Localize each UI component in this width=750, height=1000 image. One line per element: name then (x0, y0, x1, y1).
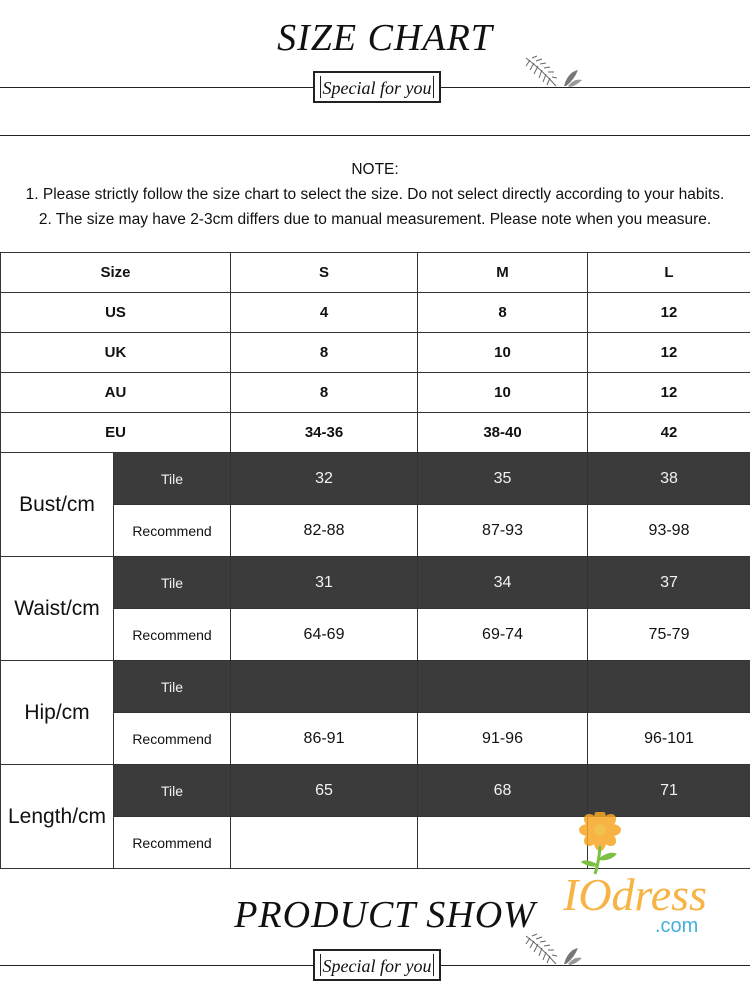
table-header-row (1, 253, 750, 293)
waist-recommend-row (1, 609, 750, 661)
table-cell: 86-91 (231, 713, 418, 765)
region-label: UK (1, 333, 231, 373)
product-show-title: PRODUCT SHOW (234, 894, 536, 936)
logo-brand: IOdress (563, 869, 707, 920)
table-cell: 65 (231, 765, 418, 817)
measurement-label: Length/cm (1, 765, 114, 869)
section-divider (0, 135, 750, 136)
feather-icon (520, 52, 584, 92)
size-l-header: L (588, 253, 750, 293)
table-cell: 96-101 (588, 713, 750, 765)
note-heading: NOTE: (351, 161, 399, 178)
length-tile-row (1, 765, 750, 817)
measurement-label: Waist/cm (1, 557, 114, 661)
table-row-us (1, 293, 750, 333)
bust-recommend-row (1, 505, 750, 557)
table-row-au (1, 373, 750, 413)
measurement-label: Hip/cm (1, 661, 114, 765)
table-cell: 12 (588, 293, 750, 333)
hip-tile-row (1, 661, 750, 713)
table-cell: 37 (588, 557, 750, 609)
region-label: AU (1, 373, 231, 413)
page-title: SIZE CHART (277, 17, 493, 59)
table-cell: 93-98 (588, 505, 750, 557)
table-cell: 91-96 (418, 713, 588, 765)
table-cell: 12 (588, 333, 750, 373)
table-cell: 8 (418, 293, 588, 333)
table-cell: 32 (231, 453, 418, 505)
size-s-header: S (231, 253, 418, 293)
recommend-label: Recommend (114, 609, 231, 661)
tile-label: Tile (114, 765, 231, 817)
measurement-label: Bust/cm (1, 453, 114, 557)
table-cell (418, 661, 588, 713)
recommend-label: Recommend (114, 505, 231, 557)
table-cell: 10 (418, 333, 588, 373)
size-header-cell: Size (1, 253, 231, 293)
note-line-1: 1. Please strictly follow the size chart to select the size. Do not select directly according to your habits. (25, 186, 725, 203)
size-m-header: M (418, 253, 588, 293)
table-cell: 64-69 (231, 609, 418, 661)
table-cell: 12 (588, 373, 750, 413)
table-cell: 75-79 (588, 609, 750, 661)
flower-icon (579, 812, 621, 874)
waist-tile-row (1, 557, 750, 609)
feather-icon (520, 930, 584, 970)
table-cell: 35 (418, 453, 588, 505)
table-cell (588, 661, 750, 713)
special-badge-footer: Special for you (313, 949, 441, 981)
recommend-label: Recommend (114, 817, 231, 869)
table-cell: 42 (588, 413, 750, 453)
table-cell: 31 (231, 557, 418, 609)
tile-label: Tile (114, 661, 231, 713)
table-row-uk (1, 333, 750, 373)
logo-domain: .com (655, 915, 699, 937)
table-cell: 8 (231, 373, 418, 413)
table-cell: 38-40 (418, 413, 588, 453)
table-cell: 34-36 (231, 413, 418, 453)
table-cell (231, 817, 418, 869)
bust-tile-row (1, 453, 750, 505)
table-cell: 68 (418, 765, 588, 817)
table-cell: 4 (231, 293, 418, 333)
tile-label: Tile (114, 557, 231, 609)
table-row-eu (1, 413, 750, 453)
tile-label: Tile (114, 453, 231, 505)
table-cell: 87-93 (418, 505, 588, 557)
hip-recommend-row (1, 713, 750, 765)
note-line-2: 2. The size may have 2-3cm differs due to manual measurement. Please note when you measure. (38, 211, 712, 228)
table-cell: 82-88 (231, 505, 418, 557)
special-badge: Special for you (313, 71, 441, 103)
table-cell: 34 (418, 557, 588, 609)
table-cell: 69-74 (418, 609, 588, 661)
table-cell: 8 (231, 333, 418, 373)
region-label: EU (1, 413, 231, 453)
region-label: US (1, 293, 231, 333)
table-cell: 38 (588, 453, 750, 505)
table-cell: 71 (588, 765, 750, 817)
recommend-label: Recommend (114, 713, 231, 765)
table-cell (231, 661, 418, 713)
size-chart-table (0, 252, 750, 869)
table-cell: 10 (418, 373, 588, 413)
